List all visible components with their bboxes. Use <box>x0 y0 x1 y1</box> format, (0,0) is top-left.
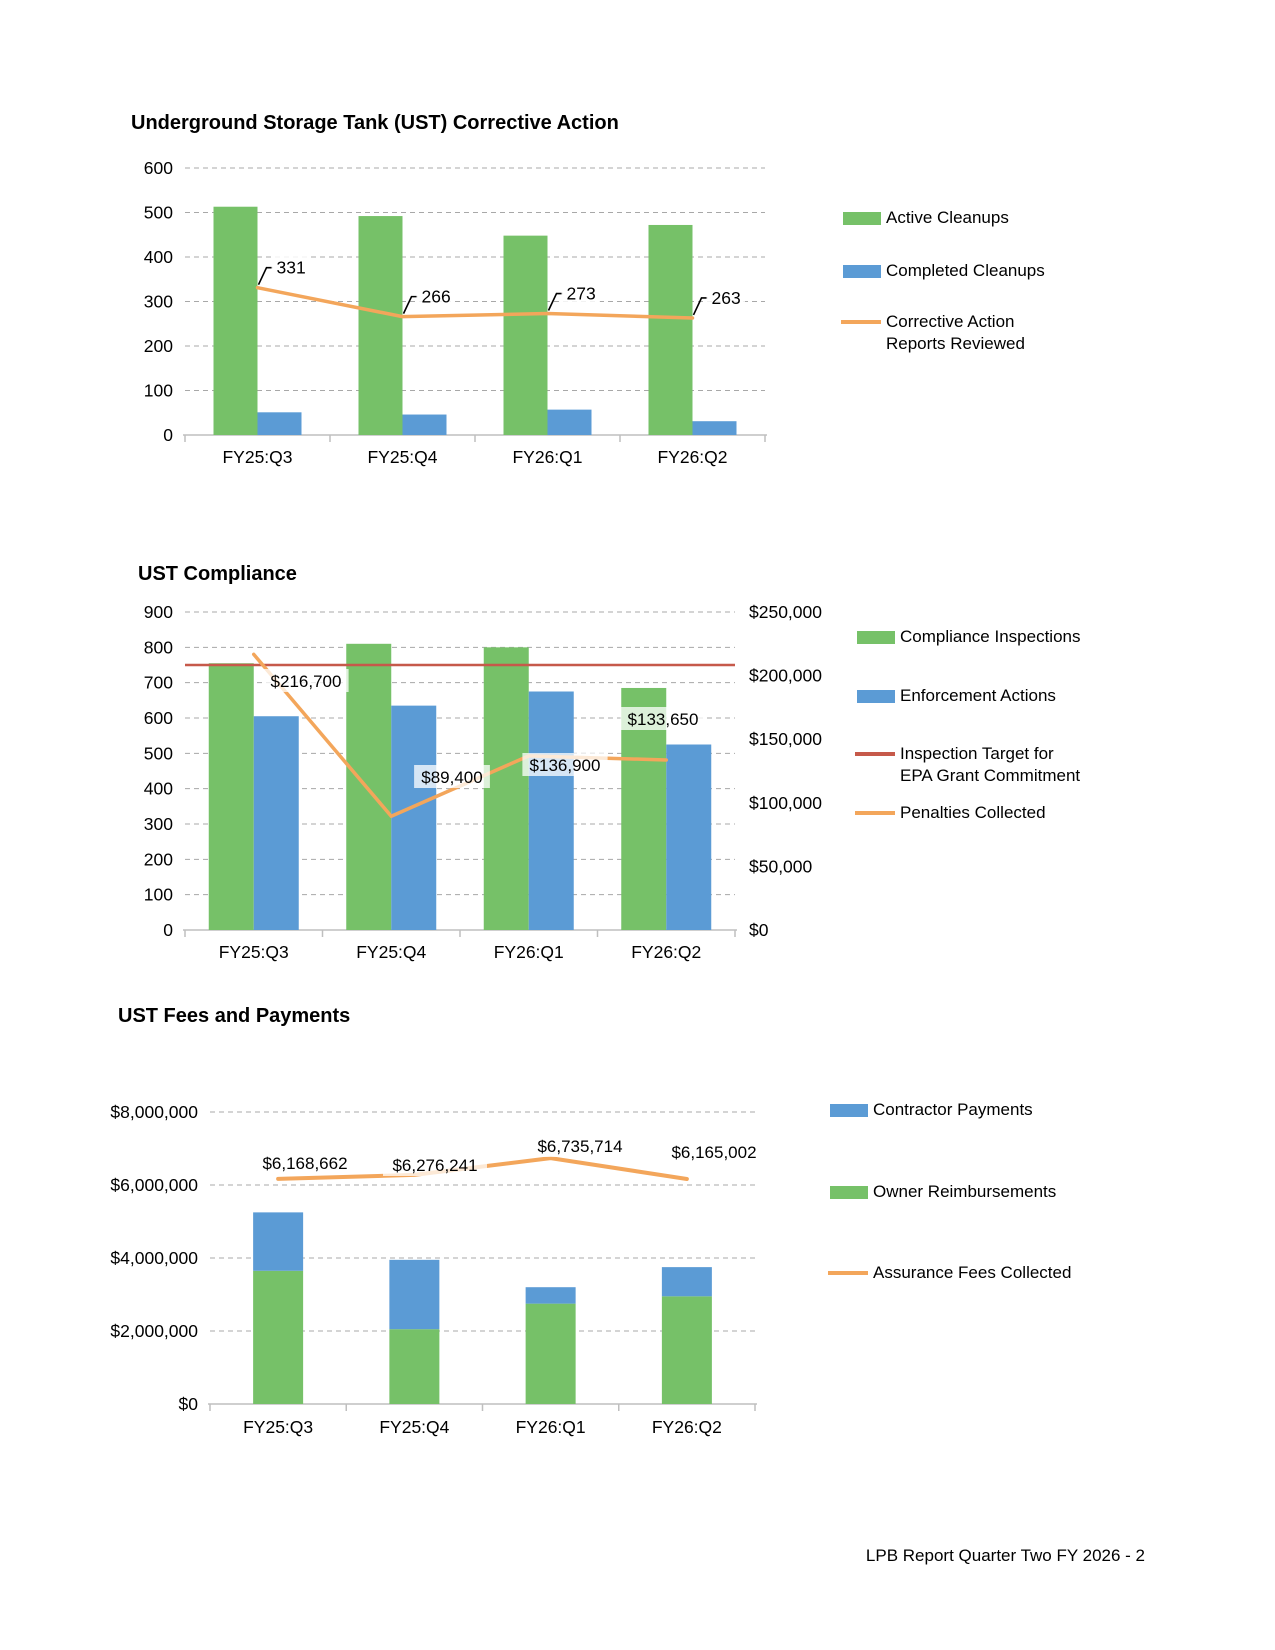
data-label: $6,276,241 <box>392 1156 478 1175</box>
left-axis-tick-label: 100 <box>143 884 173 905</box>
y-axis-tick-label: $0 <box>178 1394 198 1414</box>
legend-label: Assurance Fees Collected <box>873 1263 1072 1282</box>
active-cleanups-swatch <box>843 212 881 225</box>
left-axis-tick-label: 500 <box>143 743 173 764</box>
inspection-target-swatch <box>855 752 895 756</box>
right-axis-tick-label: $0 <box>749 920 769 940</box>
x-axis-category-label: FY25:Q3 <box>218 942 289 962</box>
active-cleanups-bar <box>649 225 693 435</box>
data-label: 331 <box>276 257 306 278</box>
data-label: $133,650 <box>627 710 699 729</box>
data-label: 273 <box>566 283 596 304</box>
x-axis-category-label: FY25:Q4 <box>367 447 438 467</box>
x-axis-category-label: FY26:Q1 <box>515 1417 586 1437</box>
y-axis-tick-label: 400 <box>143 247 173 267</box>
right-axis-tick-label: $200,000 <box>749 665 822 686</box>
enforcement-actions-bar <box>254 716 299 930</box>
contractor-payments-bar <box>253 1212 303 1270</box>
completed-cleanups-swatch <box>843 265 881 278</box>
legend-item-assurance-fees <box>828 1262 1071 1284</box>
active-cleanups-bar <box>214 207 258 435</box>
owner-reimbursements-bar <box>526 1304 576 1404</box>
enforcement-actions-bar <box>529 692 574 931</box>
data-label: $136,900 <box>529 756 601 775</box>
data-label: $89,400 <box>421 768 483 787</box>
x-axis-category-label: FY26:Q1 <box>493 942 564 962</box>
x-axis-category-label: FY25:Q3 <box>222 447 293 467</box>
right-axis-tick-label: $100,000 <box>749 792 822 813</box>
active-cleanups-bar <box>359 216 403 435</box>
left-axis-tick-label: 400 <box>143 778 173 799</box>
legend-label: Compliance Inspections <box>900 627 1081 646</box>
legend-label: Completed Cleanups <box>886 261 1045 280</box>
y-axis-tick-label: 500 <box>143 202 173 223</box>
x-axis-category-label: FY25:Q4 <box>356 942 427 962</box>
enforcement-actions-bar <box>666 745 711 931</box>
x-axis-category-label: FY26:Q2 <box>657 447 728 467</box>
data-label: 263 <box>711 287 741 308</box>
x-axis-category-label: FY26:Q2 <box>631 942 702 962</box>
data-label: $216,700 <box>270 672 342 691</box>
left-axis-tick-label: 600 <box>143 708 173 728</box>
chart-title-corrective-action: Underground Storage Tank (UST) Corrective Action <box>131 112 619 134</box>
contractor-payments-swatch <box>830 1104 868 1117</box>
legend-label: Enforcement Actions <box>900 686 1056 705</box>
legend-item-active-cleanups <box>843 207 1009 229</box>
legend-label: Penalties Collected <box>900 803 1046 822</box>
contractor-payments-bar <box>662 1267 712 1296</box>
data-label-leader <box>404 297 418 314</box>
enforcement-actions-bar <box>391 706 436 930</box>
data-label: 266 <box>421 286 451 307</box>
y-axis-tick-label: $2,000,000 <box>110 1321 198 1341</box>
right-axis-tick-label: $150,000 <box>749 729 822 750</box>
ust-corrective-action-chart <box>100 140 800 475</box>
left-axis-tick-label: 800 <box>143 637 173 658</box>
y-axis-tick-label: $6,000,000 <box>110 1175 198 1195</box>
legend-item-inspection-target <box>855 743 1082 787</box>
contractor-payments-bar <box>526 1287 576 1303</box>
chart-title-fees-payments: UST Fees and Payments <box>118 1005 351 1027</box>
owner-reimbursements-swatch <box>830 1186 868 1199</box>
ust-fees-payments-chart <box>100 1040 800 1445</box>
completed-cleanups-bar <box>693 421 737 435</box>
legend-item-enforcement-actions <box>857 685 1056 707</box>
compliance-inspections-bar <box>484 647 529 930</box>
legend-label: Active Cleanups <box>886 208 1009 227</box>
data-label-leader <box>259 268 273 285</box>
x-axis-category-label: FY26:Q1 <box>512 447 583 467</box>
ust-compliance-chart <box>100 595 840 975</box>
enforcement-actions-swatch <box>857 690 895 703</box>
right-axis-tick-label: $50,000 <box>749 856 813 877</box>
y-axis-tick-label: $8,000,000 <box>110 1102 198 1122</box>
completed-cleanups-bar <box>548 410 592 435</box>
y-axis-tick-label: $4,000,000 <box>110 1248 198 1268</box>
completed-cleanups-bar <box>258 412 302 435</box>
y-axis-tick-label: 300 <box>143 291 173 312</box>
legend-label: Contractor Payments <box>873 1100 1033 1119</box>
y-axis-tick-label: 200 <box>143 336 173 356</box>
legend-label: Inspection Target for EPA Grant Commitment <box>900 744 1081 785</box>
legend-label: Owner Reimbursements <box>873 1182 1057 1201</box>
left-axis-tick-label: 300 <box>143 814 173 834</box>
legend-item-contractor-payments <box>830 1099 1033 1121</box>
right-axis-tick-label: $250,000 <box>749 602 822 622</box>
data-label: $6,168,662 <box>262 1154 348 1173</box>
completed-cleanups-bar <box>403 415 447 435</box>
x-axis-category-label: FY25:Q4 <box>379 1417 450 1437</box>
owner-reimbursements-bar <box>253 1271 303 1404</box>
left-axis-tick-label: 0 <box>163 920 173 940</box>
assurance-fees-swatch <box>828 1271 868 1275</box>
page-number: LPB Report Quarter Two FY 2026 - 2 <box>865 1546 1145 1565</box>
left-axis-tick-label: 200 <box>143 849 173 870</box>
y-axis-tick-label: 0 <box>163 425 173 445</box>
owner-reimbursements-bar <box>662 1296 712 1404</box>
chart-title-ust-compliance: UST Compliance <box>138 563 297 585</box>
x-axis-category-label: FY26:Q2 <box>651 1417 722 1437</box>
y-axis-tick-label: 600 <box>143 158 173 178</box>
legend-label: Corrective Action Reports Reviewed <box>886 312 1025 353</box>
corrective-action-reports-swatch <box>841 320 881 324</box>
data-label-leader <box>549 294 563 311</box>
legend-item-corrective-action-reports <box>841 311 1041 355</box>
penalties-collected-swatch <box>855 811 895 815</box>
y-axis-tick-label: 100 <box>143 380 173 401</box>
compliance-inspections-bar <box>209 663 254 930</box>
left-axis-tick-label: 900 <box>143 602 173 622</box>
x-axis-category-label: FY25:Q3 <box>243 1417 314 1437</box>
legend-item-completed-cleanups <box>843 260 1045 282</box>
compliance-inspections-bar <box>346 644 391 930</box>
left-axis-tick-label: 700 <box>143 672 173 693</box>
data-label: $6,165,002 <box>671 1143 757 1162</box>
legend-item-penalties-collected <box>855 802 1046 824</box>
owner-reimbursements-bar <box>389 1329 439 1404</box>
legend-item-owner-reimbursements <box>830 1181 1056 1203</box>
data-label: $6,735,714 <box>537 1137 623 1156</box>
legend-item-compliance-inspections <box>857 626 1080 648</box>
active-cleanups-bar <box>504 236 548 435</box>
contractor-payments-bar <box>389 1260 439 1329</box>
data-label-leader <box>694 298 708 315</box>
reports-reviewed-line <box>258 288 693 318</box>
compliance-inspections-swatch <box>857 631 895 644</box>
